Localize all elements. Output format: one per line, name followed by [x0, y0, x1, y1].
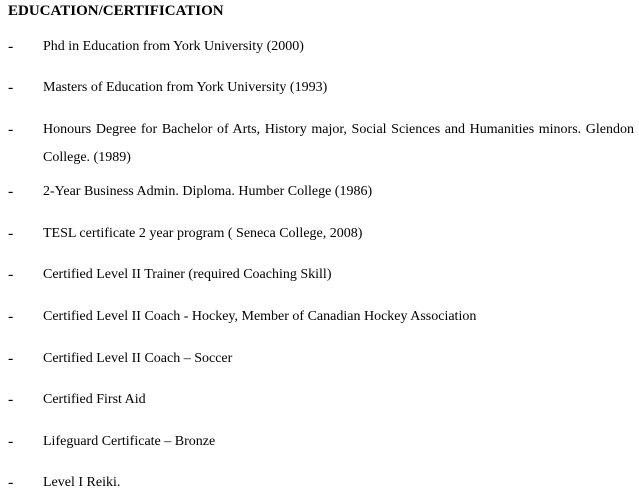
- bullet-dash: -: [8, 183, 14, 200]
- section-heading: EDUCATION/CERTIFICATION: [8, 3, 224, 19]
- bullet-dash: -: [8, 38, 14, 55]
- list-item-text: Lifeguard Certificate – Bronze: [43, 434, 216, 449]
- list-item-text: Certified Level II Coach – Soccer: [43, 351, 233, 366]
- bullet-dash: -: [8, 391, 14, 408]
- bullet-dash: -: [8, 225, 14, 242]
- bullet-dash: -: [8, 474, 14, 491]
- list-item-text: Level I Reiki.: [43, 475, 121, 490]
- list-item-text: Phd in Education from York University (2000): [43, 39, 304, 54]
- list-item-text: Honours Degree for Bachelor of Arts, History major, Social Sciences and Humanities minors. Glendon College. (1989): [43, 122, 634, 165]
- bullet-dash: -: [8, 121, 14, 138]
- bullet-dash: -: [8, 433, 14, 450]
- bullet-dash: -: [8, 308, 14, 325]
- list-item-text: Certified Level II Coach - Hockey, Member of Canadian Hockey Association: [43, 309, 477, 324]
- bullet-dash: -: [8, 266, 14, 283]
- list-item-text: 2-Year Business Admin. Diploma. Humber College (1986): [43, 184, 373, 199]
- bullet-dash: -: [8, 79, 14, 96]
- bullet-dash: -: [8, 350, 14, 367]
- list-item-text: Certified Level II Trainer (required Coaching Skill): [43, 267, 332, 282]
- list-item-text: Certified First Aid: [43, 392, 146, 407]
- list-item-text: Masters of Education from York University (1993): [43, 80, 328, 95]
- list-item-text: TESL certificate 2 year program ( Seneca College, 2008): [43, 226, 363, 241]
